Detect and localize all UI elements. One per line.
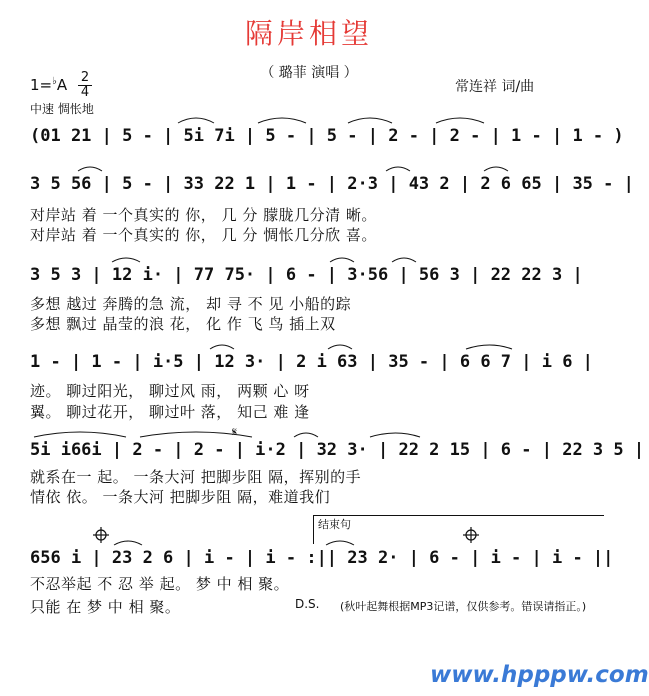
slur-arc (258, 118, 306, 123)
lyric-line-6-verse-1: 不忍举起 不 忍 举 起。 梦 中 相 聚。 (30, 575, 290, 593)
segno-icon: 𝄋 (232, 425, 238, 439)
lyric-line-5-verse-2: 情依 依。 一条大河 把脚步阻 隔，难道我们 (30, 488, 331, 506)
slur-arc (392, 258, 416, 262)
slur-arc (112, 258, 140, 262)
lyric-line-4-verse-2: 翼。 聊过花开， 聊过叶 落， 知己 难 逢 (30, 403, 310, 421)
coda-icon (93, 527, 109, 543)
lyric-line-6-verse-2: 只能 在 梦 中 相 聚。 (30, 598, 181, 616)
lyric-line-2-verse-1: 对岸站 着 一个真实的 你， 几 分 朦胧几分清 晰。 (30, 206, 377, 224)
notation-line-6: 656 i | 23 2 6 | i - | i - :|| 23 2· | 6 - | i - | i - || (30, 548, 614, 568)
coda-icon (463, 527, 479, 543)
notation-line-5: 5i i66i | 2 - | 2 - | i·2 | 32 3· | 22 2 15 | 6 - | 22 3 5 | (30, 440, 645, 460)
time-top: 2 (80, 70, 90, 85)
tempo-marking: 中速 惆怅地 (30, 102, 94, 116)
notation-line-1: (01 21 | 5 - | 5i 7i | 5 - | 5 - | 2 - | 2 - | 1 - | 1 - ) (30, 126, 624, 146)
lyric-line-3-verse-1: 多想 越过 奔腾的急 流， 却 寻 不 见 小船的踪 (30, 295, 352, 313)
slur-arc (330, 258, 354, 262)
slur-arc (370, 433, 420, 437)
ending-label: 结束句 (318, 518, 351, 531)
key-note: A (56, 76, 68, 94)
slur-arc (34, 432, 126, 437)
slur-arc (484, 167, 508, 171)
slur-arc (78, 167, 102, 171)
lyric-line-2-verse-2: 对岸站 着 一个真实的 你， 几 分 惆怅几分欣 喜。 (30, 226, 377, 244)
slur-arc (436, 118, 484, 123)
slur-arc (386, 167, 410, 171)
slur-arc (466, 345, 512, 349)
flat-sign: ♭ (52, 76, 57, 87)
song-title: 隔岸相望 (244, 17, 373, 50)
slur-arc (328, 345, 352, 349)
transcription-note: (秋叶起舞根据MP3记谱，仅供参考。错误请指正。) (340, 600, 587, 613)
lyric-line-3-verse-2: 多想 飘过 晶莹的浪 花， 化 作 飞 鸟 插上双 (30, 315, 336, 333)
slur-arc (294, 433, 318, 437)
slur-arc (210, 345, 234, 349)
notation-line-4: 1 - | 1 - | i·5 | 12 3· | 2 i 63 | 35 - | 6 6 7 | i 6 | (30, 352, 593, 372)
time-bottom: 4 (80, 85, 90, 100)
lyric-line-5-verse-1: 就系在一 起。 一条大河 把脚步阻 隔，挥别的手 (30, 468, 362, 486)
slur-arc (326, 541, 354, 545)
composer-credit: 常连祥 词/曲 (455, 79, 535, 95)
slur-arc (178, 118, 214, 123)
singer-credit: （ 璐菲 演唱 ） (260, 65, 358, 81)
notation-line-2: 3 5 56 | 5 - | 33 22 1 | 1 - | 2·3 | 43 2 | 2 6 65 | 35 - | (30, 174, 634, 194)
site-watermark: www.hpppw.com (430, 662, 649, 688)
notation-line-3: 3 5 3 | 12 i· | 77 75· | 6 - | 3·56 | 56 3 | 22 22 3 | (30, 265, 583, 285)
slur-arc (348, 118, 392, 123)
da-segno-mark: D.S. (295, 597, 320, 611)
slur-arc (114, 541, 142, 545)
key-prefix: 1= (30, 76, 53, 94)
lyric-line-4-verse-1: 迹。 聊过阳光， 聊过风 雨， 两颗 心 呀 (30, 382, 310, 400)
